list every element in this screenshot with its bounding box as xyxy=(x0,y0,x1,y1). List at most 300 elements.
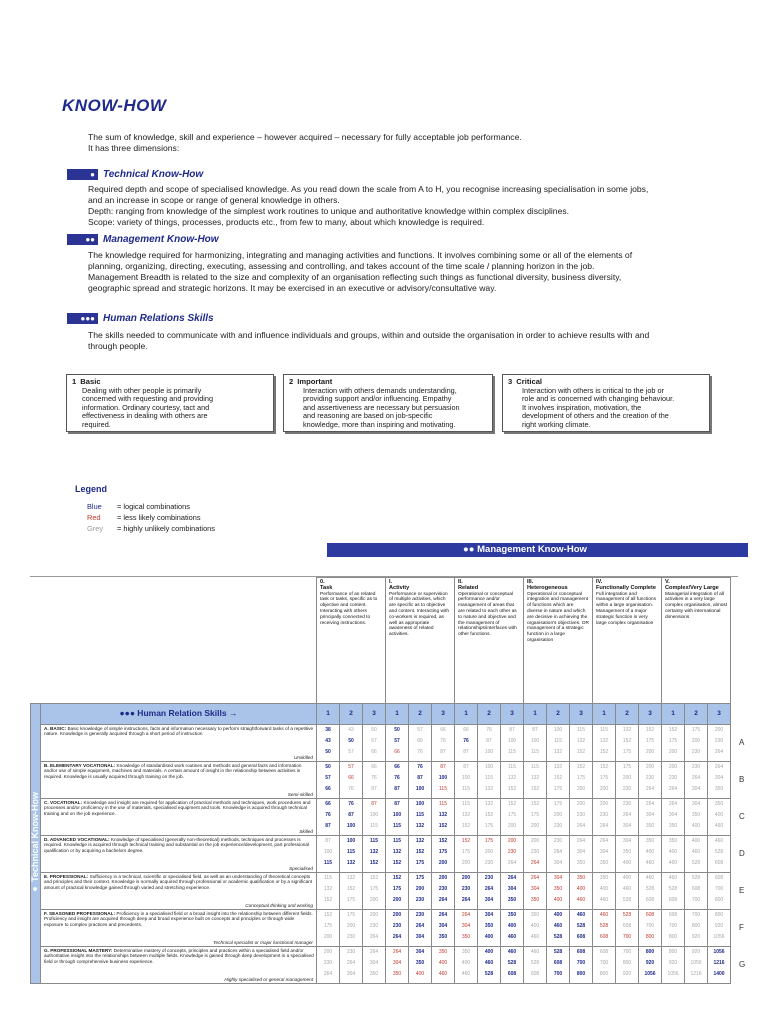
point-value: 304 xyxy=(553,860,563,866)
point-value: 400 xyxy=(622,860,632,866)
point-value: 200 xyxy=(668,749,678,755)
point-value: 132 xyxy=(599,738,609,744)
bullet-bar: ●● xyxy=(67,234,98,245)
point-value: 304 xyxy=(415,934,425,940)
point-value: 304 xyxy=(369,960,379,966)
tkh-level: D. ADVANCED VOCATIONAL: xyxy=(44,837,111,842)
point-value: 264 xyxy=(392,934,402,940)
value-cell xyxy=(363,947,386,984)
value-cell xyxy=(340,836,363,873)
value-cell xyxy=(455,836,478,873)
tkh-row xyxy=(31,725,731,762)
value-cell xyxy=(708,762,731,799)
box-line: Interaction with others is critical to the job or xyxy=(522,385,664,395)
tkh-desc-text: Determinative mastery of concepts, principles and practices within a specialised field and/or authoritative insight into the relationships between multiple fields. Knowledge is gained through deep development in a specialised field or through comprehensive business experience. xyxy=(44,948,314,964)
point-value: 350 xyxy=(507,912,517,918)
technical-know-how-side-label: ● Technical Know-How xyxy=(30,792,40,895)
value-cell xyxy=(386,762,409,799)
point-value: 200 xyxy=(622,775,632,781)
point-value: 66 xyxy=(371,749,377,755)
point-value: 175 xyxy=(553,801,563,807)
box-line: role and is concerned with changing behaviour. xyxy=(522,394,675,404)
value-cell xyxy=(639,947,662,984)
point-value: 200 xyxy=(438,860,448,866)
point-value: 1216 xyxy=(713,960,725,966)
point-value: 175 xyxy=(622,764,632,770)
point-value: 200 xyxy=(599,786,609,792)
value-cell xyxy=(432,799,455,836)
point-value: 66 xyxy=(463,727,469,733)
tkh-description xyxy=(41,873,317,910)
point-value: 400 xyxy=(599,886,609,892)
point-value: 175 xyxy=(645,738,655,744)
point-value: 132 xyxy=(507,775,517,781)
legend-title: Legend xyxy=(75,484,108,494)
point-value: 76 xyxy=(417,764,423,770)
box-line: and assertiveness are necessary but persuasion xyxy=(303,402,460,412)
value-cell xyxy=(386,836,409,873)
value-cell xyxy=(593,725,616,762)
value-cell xyxy=(363,910,386,947)
point-value: 304 xyxy=(668,812,678,818)
point-value: 230 xyxy=(645,775,655,781)
text-line: through people. xyxy=(88,341,148,351)
point-value: 76 xyxy=(348,786,354,792)
point-value: 350 xyxy=(507,897,517,903)
point-value: 152 xyxy=(668,727,678,733)
value-cell xyxy=(317,762,340,799)
point-value: 115 xyxy=(415,812,425,818)
hrs-box-basic xyxy=(66,374,274,432)
section-title: Technical Know-How xyxy=(103,169,204,180)
value-cell xyxy=(524,836,547,873)
tkh-level: C. VOCATIONAL: xyxy=(44,800,84,805)
point-value: 175 xyxy=(484,838,494,844)
value-cell xyxy=(478,762,501,799)
value-cell xyxy=(478,910,501,947)
value-cell xyxy=(570,762,593,799)
value-cell xyxy=(662,836,685,873)
intro-line: It has three dimensions: xyxy=(88,143,180,153)
tkh-desc-text: Proficiency in a specialised field or a broad insight into the relationship between different fields. Proficiency and insight are acquired through deep and broad experience built on concepts and principles or through wide exposure to complex practices and precedents. xyxy=(44,911,313,927)
box-line: information. Ordinary courtesy, tact and xyxy=(82,402,210,412)
point-value: 528 xyxy=(668,886,678,892)
value-cell xyxy=(386,873,409,910)
point-value: 350 xyxy=(461,949,471,955)
point-value: 132 xyxy=(323,886,333,892)
point-value: 152 xyxy=(576,764,586,770)
point-value: 200 xyxy=(438,875,448,881)
tkh-row xyxy=(31,947,731,984)
point-value: 200 xyxy=(369,912,379,918)
point-value: 152 xyxy=(438,823,448,829)
point-value: 115 xyxy=(508,749,516,755)
point-value: 200 xyxy=(507,823,517,829)
point-value: 175 xyxy=(553,786,563,792)
point-value: 57 xyxy=(325,775,331,781)
point-value: 76 xyxy=(348,801,354,807)
point-value: 175 xyxy=(415,860,425,866)
column-desc: Performance or supervision of multiple activities, which are specific as to objective and content. Interacting with co-workers is required, as well as appropriate awareness of related activities. xyxy=(389,591,449,638)
tkh-row xyxy=(31,799,731,836)
point-value: 152 xyxy=(599,764,609,770)
point-value: 43 xyxy=(325,738,331,744)
point-value: 200 xyxy=(714,727,724,733)
point-value: 400 xyxy=(691,823,701,829)
point-value: 460 xyxy=(530,934,540,940)
point-value: 152 xyxy=(438,838,448,844)
value-cell xyxy=(501,836,524,873)
point-value: 132 xyxy=(415,838,425,844)
point-value: 460 xyxy=(668,860,678,866)
point-value: 200 xyxy=(645,764,655,770)
value-cell xyxy=(639,836,662,873)
point-value: 608 xyxy=(668,912,678,918)
point-value: 700 xyxy=(691,912,701,918)
technical-heading xyxy=(67,168,203,181)
point-value: 87 xyxy=(394,786,400,792)
point-value: 700 xyxy=(553,971,563,977)
value-cell xyxy=(639,799,662,836)
point-value: 400 xyxy=(576,886,586,892)
box-line: knowledge, more than inspiring and motivating. xyxy=(303,419,456,429)
blank-cell xyxy=(41,578,317,704)
point-value: 87 xyxy=(394,801,400,807)
point-value: 230 xyxy=(484,875,494,881)
value-cell xyxy=(363,873,386,910)
value-cell xyxy=(708,910,731,947)
point-value: 66 xyxy=(325,801,331,807)
hrs-number: 1 xyxy=(593,704,616,725)
point-value: 100 xyxy=(392,812,402,818)
hrs-number: 1 xyxy=(455,704,478,725)
point-value: 87 xyxy=(371,786,377,792)
point-value: 264 xyxy=(438,897,448,903)
value-cell xyxy=(340,799,363,836)
value-cell xyxy=(570,910,593,947)
point-value: 43 xyxy=(348,727,354,733)
text-line: Scope: variety of things, processes, products etc., from few to many, about which knowledge is required. xyxy=(88,217,485,227)
point-value: 264 xyxy=(369,934,379,940)
point-value: 230 xyxy=(622,801,632,807)
point-value: 230 xyxy=(530,849,540,855)
point-value: 304 xyxy=(530,886,540,892)
column-code: 0. xyxy=(320,579,325,585)
point-value: 1056 xyxy=(713,949,725,955)
point-value: 304 xyxy=(415,949,425,955)
point-value: 115 xyxy=(554,738,562,744)
point-value: 230 xyxy=(461,886,471,892)
point-value: 152 xyxy=(392,875,402,881)
legend-desc: = less likely combinations xyxy=(117,513,201,522)
point-value: 115 xyxy=(462,801,470,807)
point-value: 460 xyxy=(691,849,701,855)
point-value: 100 xyxy=(415,801,425,807)
point-value: 115 xyxy=(577,727,585,733)
text-line: The skills needed to communicate with and influence individuals and groups, within and outside the organisation in order to achieve results with and xyxy=(88,330,650,340)
management-know-how-banner: ●● Management Know-How xyxy=(327,543,748,557)
hrs-number: 1 xyxy=(386,704,409,725)
point-value: 66 xyxy=(325,786,331,792)
point-value: 350 xyxy=(369,971,379,977)
value-cell xyxy=(593,910,616,947)
point-value: 230 xyxy=(346,949,356,955)
point-value: 350 xyxy=(714,801,724,807)
point-value: 132 xyxy=(346,875,356,881)
box-name: Important xyxy=(297,377,333,386)
point-value: 264 xyxy=(645,786,655,792)
point-value: 50 xyxy=(325,749,331,755)
point-value: 100 xyxy=(346,838,356,844)
point-value: 115 xyxy=(392,838,402,844)
point-value: 132 xyxy=(369,849,379,855)
point-value: 608 xyxy=(645,897,655,903)
point-value: 350 xyxy=(691,812,701,818)
side-label-cell xyxy=(31,704,41,984)
hrs-number: 3 xyxy=(432,704,455,725)
point-value: 200 xyxy=(323,934,333,940)
hrs-box-important xyxy=(283,374,493,432)
point-value: 230 xyxy=(622,786,632,792)
point-value: 87 xyxy=(463,749,469,755)
tkh-description xyxy=(41,836,317,873)
tkh-description xyxy=(41,762,317,799)
point-value: 800 xyxy=(576,971,586,977)
mkh-column-header xyxy=(662,578,731,704)
hrs-header-row xyxy=(31,704,731,725)
tkh-row xyxy=(31,762,731,799)
legend-item-blue xyxy=(87,502,190,511)
value-cell xyxy=(570,799,593,836)
point-value: 200 xyxy=(576,801,586,807)
point-value: 528 xyxy=(622,897,632,903)
point-value: 66 xyxy=(394,749,400,755)
point-value: 115 xyxy=(324,875,332,881)
point-value: 700 xyxy=(622,949,632,955)
value-cell xyxy=(570,836,593,873)
point-value: 115 xyxy=(346,849,356,855)
row-letter: B xyxy=(739,775,745,784)
point-value: 230 xyxy=(576,812,586,818)
point-value: 1216 xyxy=(690,971,702,977)
point-value: 152 xyxy=(507,786,517,792)
value-cell xyxy=(524,873,547,910)
point-value: 264 xyxy=(714,764,724,770)
point-value: 528 xyxy=(691,860,701,866)
point-value: 230 xyxy=(714,738,724,744)
point-value: 920 xyxy=(691,934,701,940)
row-letter: A xyxy=(739,738,745,747)
point-value: 76 xyxy=(325,812,331,818)
point-value: 304 xyxy=(645,812,655,818)
point-value: 115 xyxy=(369,838,379,844)
value-cell xyxy=(501,725,524,762)
point-value: 460 xyxy=(576,897,586,903)
value-cell xyxy=(524,725,547,762)
value-cell xyxy=(455,725,478,762)
point-value: 304 xyxy=(553,875,563,881)
point-value: 200 xyxy=(507,838,517,844)
point-value: 175 xyxy=(668,738,678,744)
point-value: 50 xyxy=(348,738,354,744)
point-value: 200 xyxy=(599,801,609,807)
tkh-row xyxy=(31,836,731,873)
row-letter: C xyxy=(739,812,745,821)
point-value: 100 xyxy=(415,786,425,792)
point-value: 100 xyxy=(484,749,494,755)
point-value: 304 xyxy=(622,823,632,829)
point-value: 800 xyxy=(668,949,678,955)
point-value: 57 xyxy=(371,738,377,744)
value-cell xyxy=(455,947,478,984)
point-value: 66 xyxy=(371,764,377,770)
point-value: 152 xyxy=(530,786,540,792)
point-value: 350 xyxy=(714,786,724,792)
point-value: 1056 xyxy=(690,960,702,966)
bullet-bar: ●●● xyxy=(67,313,98,324)
point-value: 264 xyxy=(668,801,678,807)
point-value: 304 xyxy=(507,886,517,892)
value-cell xyxy=(662,762,685,799)
legend-name: Grey xyxy=(87,524,104,533)
point-value: 200 xyxy=(530,838,540,844)
point-value: 230 xyxy=(415,912,425,918)
point-value: 115 xyxy=(392,823,402,829)
point-value: 264 xyxy=(369,949,379,955)
point-value: 200 xyxy=(668,764,678,770)
value-cell xyxy=(547,799,570,836)
point-value: 66 xyxy=(348,775,354,781)
point-value: 460 xyxy=(576,912,586,918)
value-cell xyxy=(317,799,340,836)
point-value: 400 xyxy=(530,923,540,929)
value-cell xyxy=(593,947,616,984)
point-value: 57 xyxy=(417,727,423,733)
value-cell xyxy=(662,910,685,947)
value-cell xyxy=(501,799,524,836)
value-cell xyxy=(455,799,478,836)
box-line: Interaction with others demands understanding, xyxy=(303,385,457,395)
column-desc: Operational or conceptual integration and management of functions which are diverse in nature and which are decisive in achieving the organisation's objectives. OR management of a strategic function in a large organisation xyxy=(527,591,589,643)
box-line: effectiveness in dealing with others are xyxy=(82,411,208,421)
hrs-number: 3 xyxy=(708,704,731,725)
point-value: 350 xyxy=(645,823,655,829)
point-value: 152 xyxy=(323,897,333,903)
point-value: 175 xyxy=(507,812,517,818)
point-value: 460 xyxy=(484,960,494,966)
column-name: Complex/Very Large xyxy=(665,584,719,591)
point-value: 132 xyxy=(553,749,563,755)
column-name: Related xyxy=(458,584,479,591)
value-cell xyxy=(524,762,547,799)
intro xyxy=(88,132,708,154)
point-value: 528 xyxy=(530,960,540,966)
point-value: 608 xyxy=(576,934,586,940)
value-cell xyxy=(409,910,432,947)
text-line: planning, organizing, directing, executing, assessing and controlling, and takes account of the time scale / planning horizon in the job. xyxy=(88,261,595,271)
value-cell xyxy=(317,910,340,947)
value-cell xyxy=(593,836,616,873)
point-value: 175 xyxy=(346,897,356,903)
point-value: 608 xyxy=(553,960,563,966)
point-value: 350 xyxy=(438,934,448,940)
box-line: It involves inspiration, motivation, the xyxy=(522,402,642,412)
tkh-footnote: Skilled xyxy=(299,828,313,834)
point-value: 304 xyxy=(691,786,701,792)
box-line: required. xyxy=(82,419,111,429)
value-cell xyxy=(685,725,708,762)
point-value: 528 xyxy=(553,949,563,955)
point-value: 87 xyxy=(417,775,423,781)
point-value: 350 xyxy=(645,838,655,844)
point-value: 100 xyxy=(438,775,448,781)
hrs-number: 3 xyxy=(363,704,386,725)
value-cell xyxy=(639,762,662,799)
legend-name: Red xyxy=(87,513,101,522)
point-value: 115 xyxy=(485,775,493,781)
tkh-row xyxy=(31,873,731,910)
point-value: 700 xyxy=(691,897,701,903)
point-value: 264 xyxy=(507,860,517,866)
point-value: 800 xyxy=(645,949,655,955)
point-value: 350 xyxy=(553,886,563,892)
point-value: 87 xyxy=(463,764,469,770)
point-value: 152 xyxy=(507,801,517,807)
point-value: 230 xyxy=(691,764,701,770)
management-heading xyxy=(67,233,219,246)
point-value: 264 xyxy=(438,912,448,918)
point-value: 230 xyxy=(415,897,425,903)
value-cell xyxy=(317,873,340,910)
point-value: 115 xyxy=(323,860,333,866)
point-value: 264 xyxy=(484,886,494,892)
point-value: 400 xyxy=(622,875,632,881)
hrs-number: 1 xyxy=(662,704,685,725)
point-value: 230 xyxy=(323,960,333,966)
point-value: 175 xyxy=(369,886,379,892)
text-line: geographic spread and strategic horizons. It may be exercised in an executive or advisory/consultative way. xyxy=(88,283,497,293)
row-letter: E xyxy=(739,886,745,895)
point-value: 152 xyxy=(484,812,494,818)
point-value: 264 xyxy=(714,749,724,755)
point-value: 608 xyxy=(691,886,701,892)
tkh-footnote: Semi-skilled xyxy=(287,791,313,797)
point-value: 304 xyxy=(691,801,701,807)
value-cell xyxy=(478,725,501,762)
value-cell xyxy=(386,910,409,947)
point-value: 800 xyxy=(714,912,724,918)
value-cell xyxy=(547,910,570,947)
row-letter: G xyxy=(739,960,746,969)
value-cell xyxy=(524,910,547,947)
value-cell xyxy=(570,725,593,762)
value-cell xyxy=(478,873,501,910)
point-value: 400 xyxy=(645,849,655,855)
hrs-number: 1 xyxy=(524,704,547,725)
point-value: 304 xyxy=(484,897,494,903)
point-value: 200 xyxy=(553,812,563,818)
point-value: 700 xyxy=(622,934,632,940)
tkh-footnote: Specialised xyxy=(289,865,313,871)
point-value: 460 xyxy=(530,949,540,955)
value-cell xyxy=(616,799,639,836)
point-value: 152 xyxy=(530,801,540,807)
point-value: 87 xyxy=(486,738,492,744)
value-cell xyxy=(386,799,409,836)
legend-desc: = highly unlikely combinations xyxy=(117,524,215,533)
point-value: 200 xyxy=(691,738,701,744)
point-value: 460 xyxy=(714,823,724,829)
